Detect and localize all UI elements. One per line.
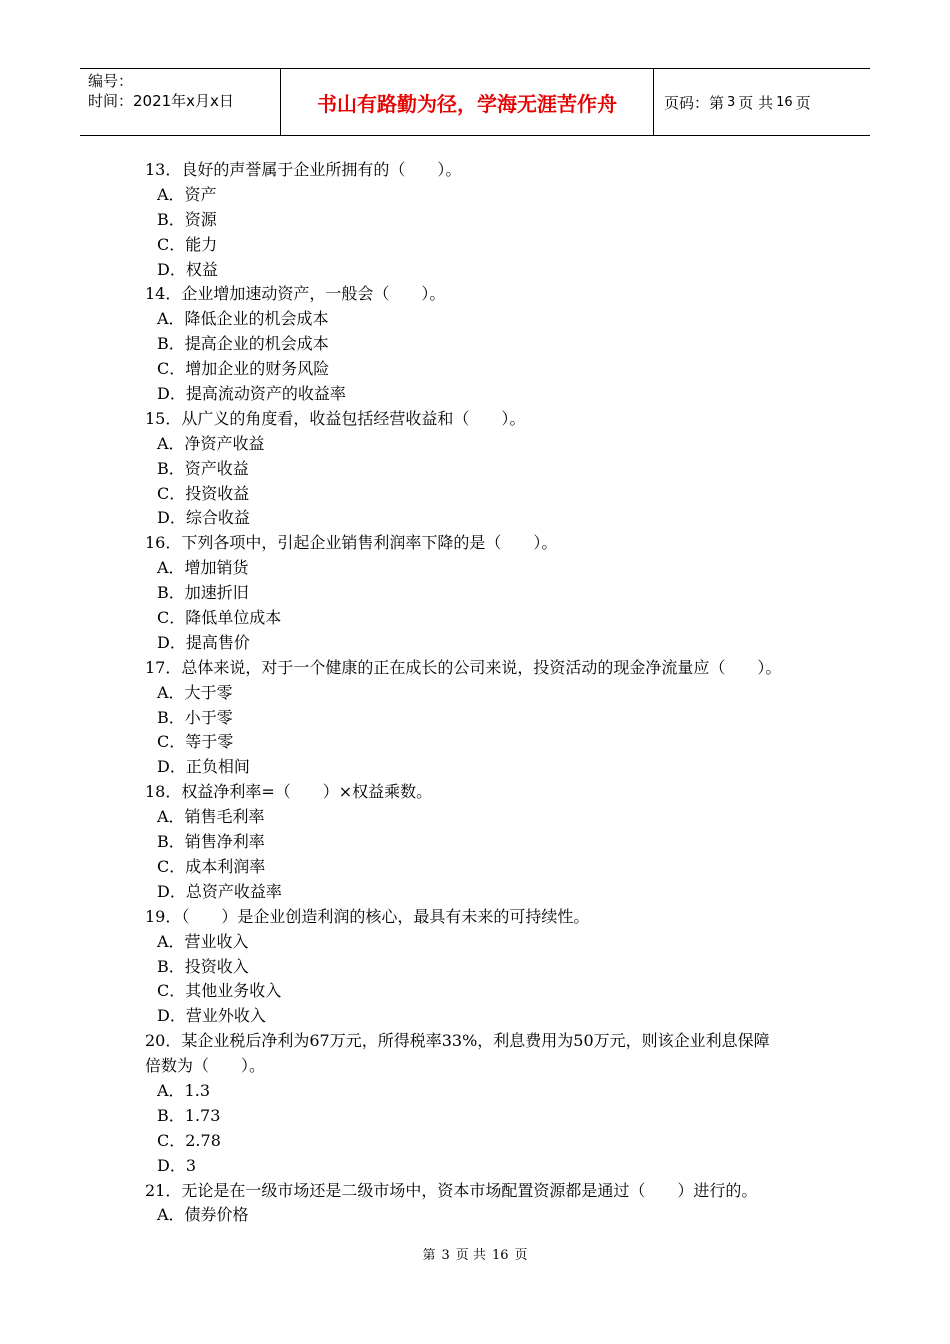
header-slogan: 书山有路勤为径，学海无涯苦作舟 xyxy=(281,69,654,135)
header-page-info xyxy=(654,69,870,135)
answer-option: D．正负相间 xyxy=(157,757,250,777)
header-page-total: 16 xyxy=(776,94,793,110)
document-number-label: 编号： xyxy=(88,72,134,90)
question-text: 13．良好的声誉属于企业所拥有的（ ）。 xyxy=(145,160,462,179)
answer-option: C．投资收益 xyxy=(157,483,250,503)
question-text: 17．总体来说，对于一个健康的正在成长的公司来说，投资活动的现金净流量应（ ）。 xyxy=(145,657,782,677)
answer-option: D．提高售价 xyxy=(157,632,250,652)
question-block xyxy=(145,407,825,531)
header-page-prefix: 页码：第 xyxy=(664,93,725,112)
answer-option: A．销售毛利率 xyxy=(157,807,265,827)
question-text: 19．（ ）是企业创造利润的核心，最具有未来的可持续性。 xyxy=(145,906,590,926)
answer-option: B．小于零 xyxy=(157,707,233,727)
answer-option: A．1.3 xyxy=(157,1080,211,1100)
footer-page-total: 16 xyxy=(491,1248,509,1263)
question-text: 14．企业增加速动资产，一般会（ ）。 xyxy=(145,284,446,304)
header-page-current: 3 xyxy=(727,94,736,110)
question-block xyxy=(145,656,825,780)
question-text: 21．无论是在一级市场还是二级市场中，资本市场配置资源都是通过（ ）进行的。 xyxy=(145,1180,758,1200)
question-block xyxy=(145,1179,825,1229)
answer-option: A．增加销货 xyxy=(157,558,249,578)
answer-option: C．成本利润率 xyxy=(157,856,266,876)
question-block xyxy=(145,282,825,406)
answer-option: D．3 xyxy=(157,1155,197,1175)
question-block xyxy=(145,780,825,904)
question-block xyxy=(145,158,825,282)
answer-option: B．1.73 xyxy=(157,1105,221,1125)
page-footer xyxy=(0,1246,950,1266)
question-list xyxy=(145,158,825,1228)
footer-suffix: 页 xyxy=(514,1248,528,1263)
question-block xyxy=(145,905,825,1029)
answer-option: C．2.78 xyxy=(157,1130,221,1150)
answer-option: B．资产收益 xyxy=(157,458,249,478)
answer-option: D．提高流动资产的收益率 xyxy=(157,384,346,404)
header-page-suffix: 页 xyxy=(795,93,811,112)
header-info-cell xyxy=(80,69,281,135)
question-text: 18．权益净利率=（ ）×权益乘数。 xyxy=(145,782,433,802)
answer-option: C．其他业务收入 xyxy=(157,981,282,1001)
answer-option: D．权益 xyxy=(157,259,218,279)
answer-option: A．净资产收益 xyxy=(157,433,265,453)
answer-option: B．销售净利率 xyxy=(157,832,265,852)
footer-page-current: 3 xyxy=(441,1248,450,1263)
document-time-label: 时间：2021年x月x日 xyxy=(88,92,234,110)
answer-option: A．债券价格 xyxy=(157,1205,249,1225)
answer-option: A．大于零 xyxy=(157,682,233,702)
answer-option: D．总资产收益率 xyxy=(157,881,282,901)
answer-option: C．降低单位成本 xyxy=(157,608,282,628)
answer-option: C．增加企业的财务风险 xyxy=(157,359,330,379)
question-text-continuation: 倍数为（ ）。 xyxy=(145,1056,266,1076)
page-header xyxy=(80,68,870,136)
footer-prefix: 第 xyxy=(422,1248,436,1263)
answer-option: C．等于零 xyxy=(157,732,234,752)
answer-option: D．营业外收入 xyxy=(157,1006,266,1026)
answer-option: B．提高企业的机会成本 xyxy=(157,334,329,354)
answer-option: A．降低企业的机会成本 xyxy=(157,309,329,329)
footer-mid: 页 共 xyxy=(455,1248,486,1263)
question-block xyxy=(145,1029,825,1178)
header-page-mid: 页 共 xyxy=(738,93,774,112)
question-block xyxy=(145,531,825,655)
answer-option: B．资源 xyxy=(157,209,217,229)
answer-option: D．综合收益 xyxy=(157,508,250,528)
question-text: 16．下列各项中，引起企业销售利润率下降的是（ ）。 xyxy=(145,533,558,553)
answer-option: B．投资收入 xyxy=(157,956,249,976)
answer-option: C．能力 xyxy=(157,234,218,254)
answer-option: A．资产 xyxy=(157,184,217,204)
answer-option: B．加速折旧 xyxy=(157,583,249,603)
answer-option: A．营业收入 xyxy=(157,931,249,951)
question-text: 15．从广义的角度看，收益包括经营收益和（ ）。 xyxy=(145,408,526,428)
question-text: 20．某企业税后净利为67万元，所得税率33%，利息费用为50万元，则该企业利息保障 xyxy=(145,1031,770,1051)
